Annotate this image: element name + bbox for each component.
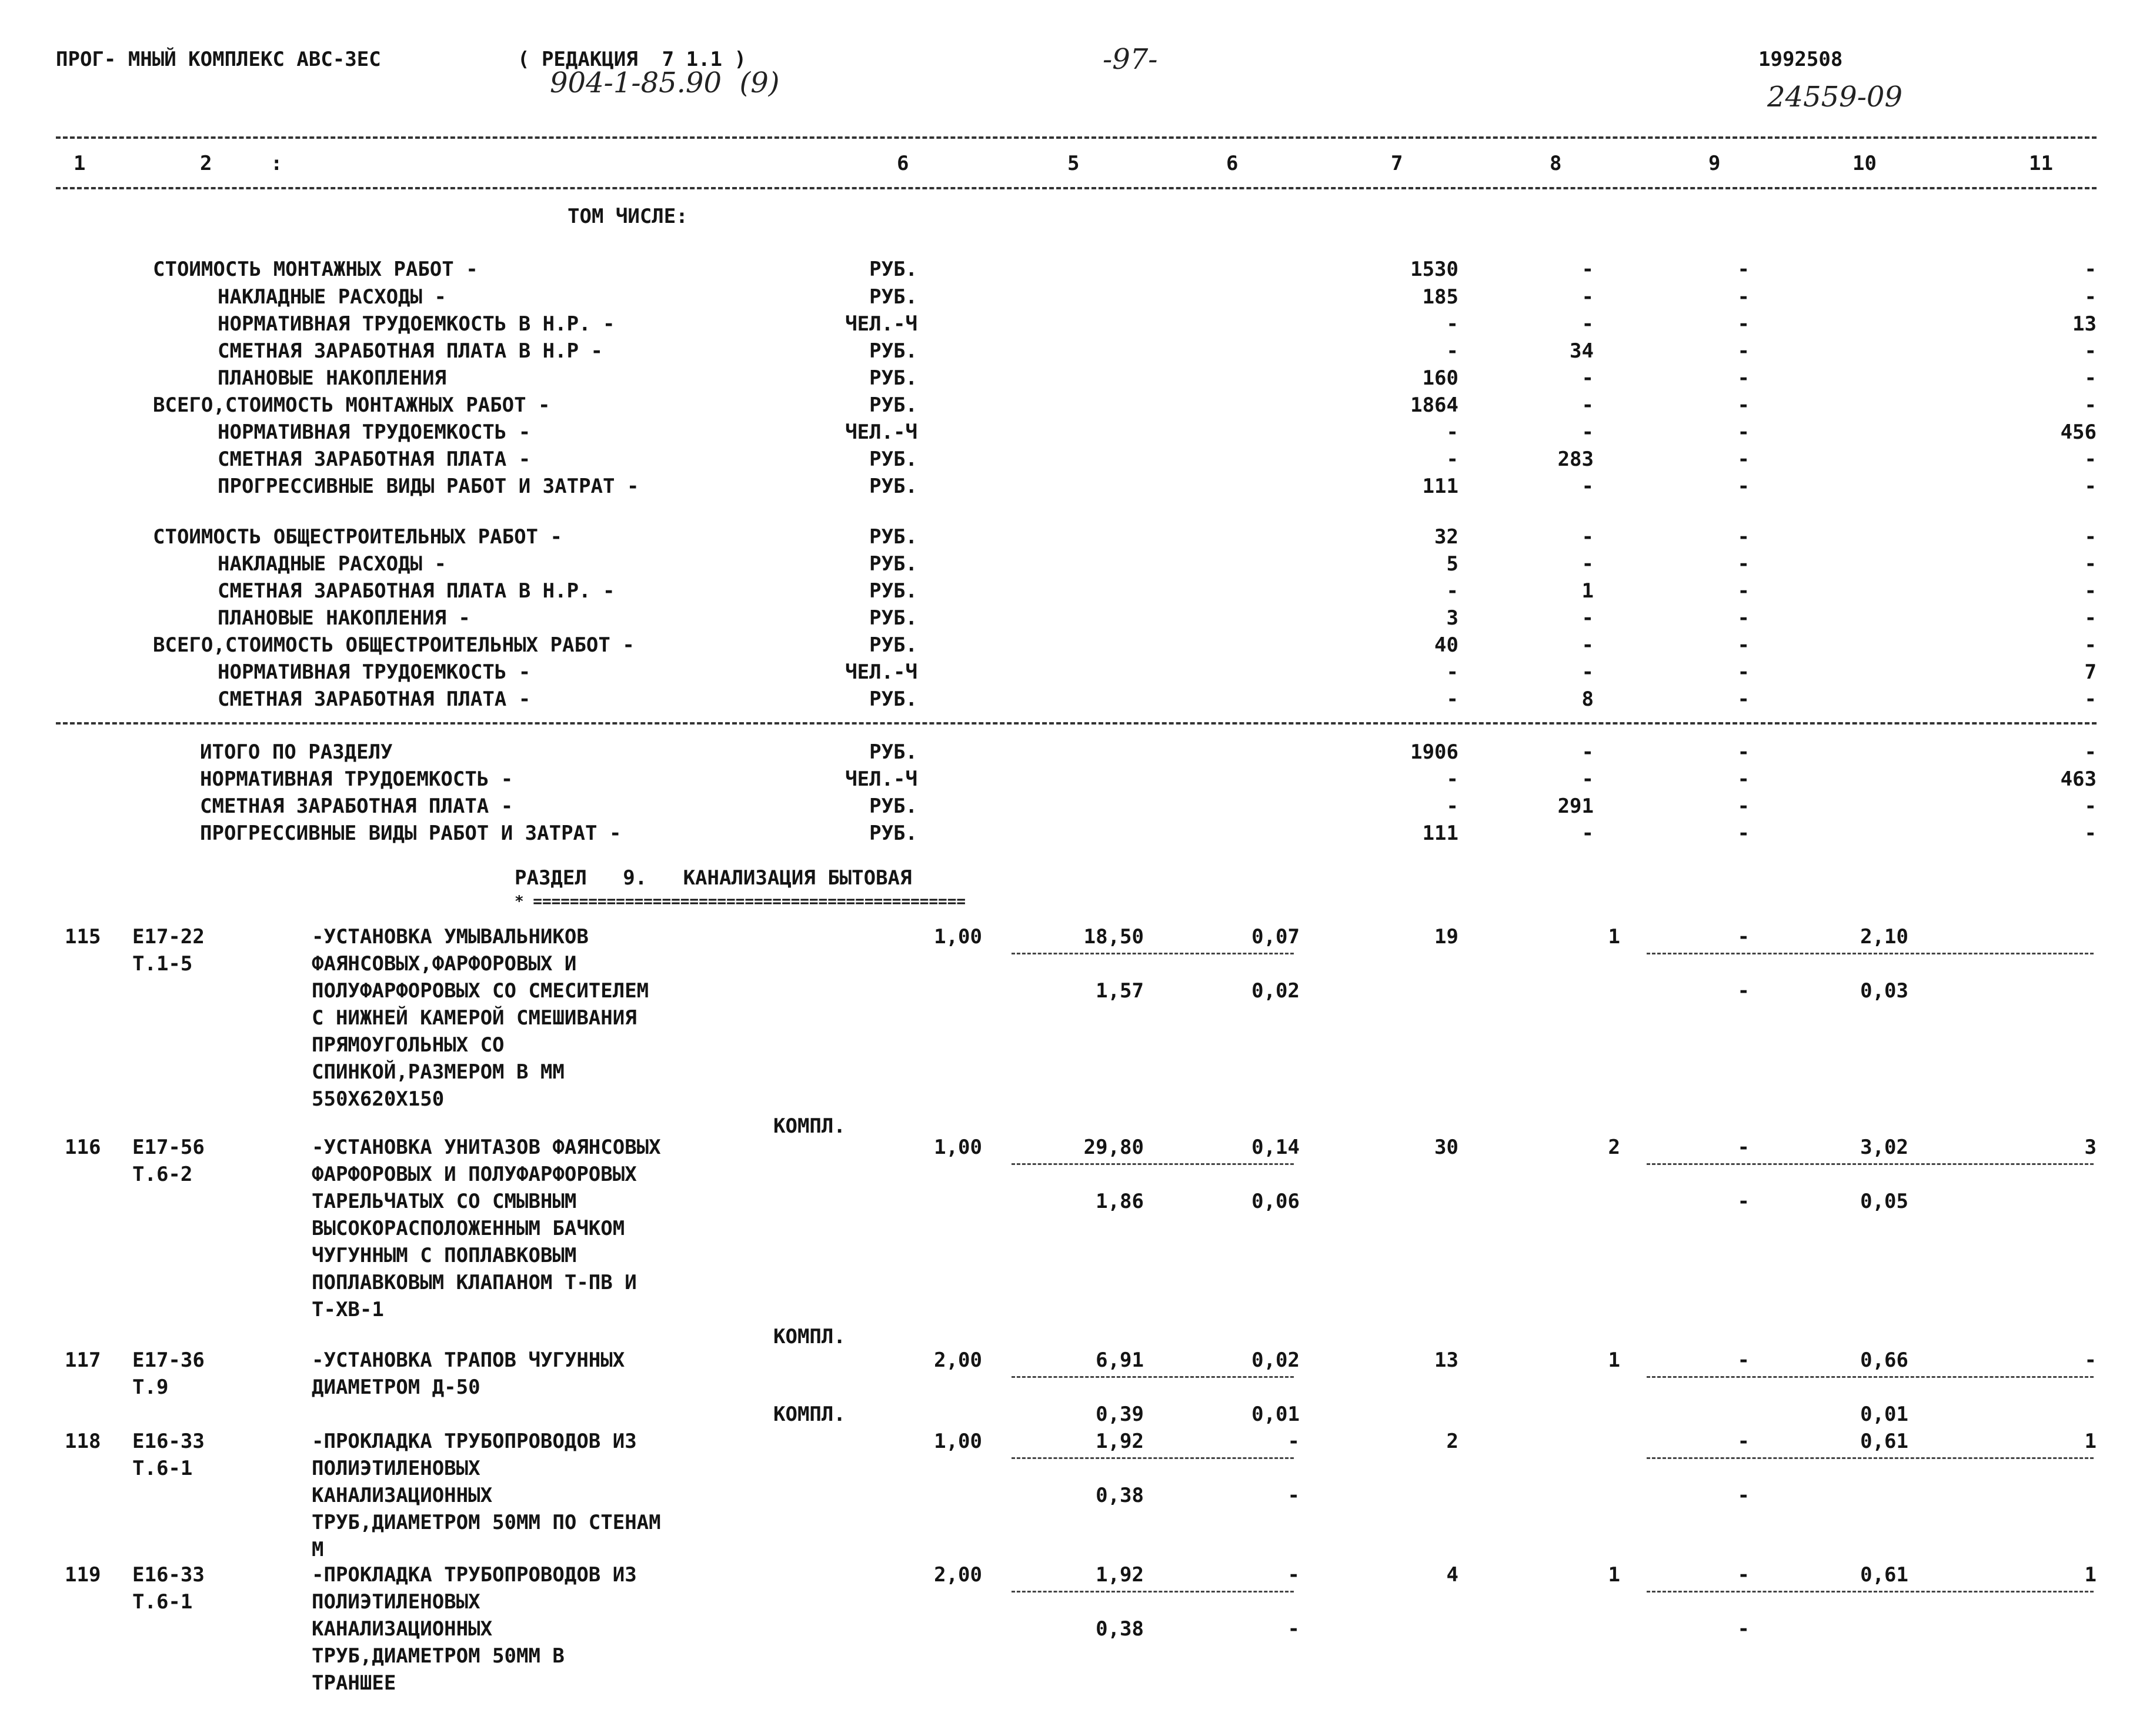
summary-col9: -	[1737, 448, 1750, 471]
section-underline: * ===============================================	[515, 893, 966, 910]
item-desc-line: -УСТАНОВКА УМЫВАЛЬНИКОВ	[312, 925, 589, 949]
item-desc-line: ПОЛУФАРФОРОВЫХ СО СМЕСИТЕЛЕМ	[312, 979, 649, 1003]
item-col7: 2	[1446, 1430, 1458, 1453]
item-col7: 13	[1434, 1348, 1458, 1372]
summary-col7: -	[1446, 579, 1458, 603]
item-code: Е16-33	[132, 1430, 205, 1453]
item-col9: -	[1737, 1563, 1750, 1587]
summary-col7: -	[1446, 448, 1458, 471]
item-desc-line: С НИЖНЕЙ КАМЕРОЙ СМЕШИВАНИЯ	[312, 1006, 637, 1030]
total-col11: -	[2084, 794, 2097, 818]
total-col8: -	[1581, 822, 1594, 845]
item-desc-line: ПОЛИЭТИЛЕНОВЫХ	[312, 1457, 480, 1480]
summary-col8: -	[1581, 420, 1594, 444]
item-right-rule	[1647, 1163, 2094, 1165]
item-desc-line: ТРАНШЕЕ	[312, 1671, 396, 1695]
item-col10: 0,61	[1860, 1430, 1908, 1453]
summary-unit: РУБ.	[869, 448, 917, 471]
summary-col11: 13	[2072, 312, 2097, 336]
item-code: Е17-56	[132, 1136, 205, 1159]
item-col8: 2	[1608, 1136, 1620, 1159]
item-col9-sub: -	[1737, 1484, 1750, 1507]
summary-col9: -	[1737, 525, 1750, 549]
program-name: ПРОГ- МНЫЙ КОМПЛЕКС АВС-ЗЕС	[56, 48, 381, 71]
summary-col8: -	[1581, 312, 1594, 336]
summary-col9: -	[1737, 420, 1750, 444]
summary-col11: -	[2084, 285, 2097, 309]
total-col7: 1906	[1410, 740, 1458, 764]
summary-col11: -	[2084, 366, 2097, 390]
item-col7: 30	[1434, 1136, 1458, 1159]
summary-name: СТОИМОСТЬ ОБЩЕСТРОИТЕЛЬНЫХ РАБОТ -	[153, 525, 562, 549]
summary-name: СМЕТНАЯ ЗАРАБОТНАЯ ПЛАТА -	[218, 448, 531, 471]
item-col8: 1	[1608, 925, 1620, 949]
total-col7: -	[1446, 794, 1458, 818]
summary-col9: -	[1737, 606, 1750, 630]
total-col9: -	[1737, 822, 1750, 845]
total-col11: -	[2084, 740, 2097, 764]
col-4: 6	[897, 152, 909, 175]
item-unit: КОМПЛ.	[773, 1114, 846, 1138]
header-rule-top	[56, 136, 2097, 139]
summary-col8: -	[1581, 258, 1594, 281]
page-number: -97-	[1103, 43, 1158, 76]
item-price-wage-sub: 0,02	[1251, 979, 1300, 1003]
item-qty: 2,00	[934, 1563, 982, 1587]
item-price-total-sub: 1,86	[1096, 1190, 1144, 1213]
item-desc-line: КАНАЛИЗАЦИОННЫХ	[312, 1617, 493, 1641]
item-price-wage: -	[1287, 1430, 1300, 1453]
item-price-total-sub: 1,57	[1096, 979, 1144, 1003]
item-desc-line: СПИНКОЙ,РАЗМЕРОМ В ММ	[312, 1060, 565, 1084]
summary-name: НОРМАТИВНАЯ ТРУДОЕМКОСТЬ -	[218, 420, 531, 444]
total-col8: 291	[1557, 794, 1594, 818]
item-number: 115	[65, 925, 101, 949]
item-code: Е17-36	[132, 1348, 205, 1372]
item-col11: -	[2084, 1348, 2097, 1372]
summary-name: ВСЕГО,СТОИМОСТЬ ОБЩЕСТРОИТЕЛЬНЫХ РАБОТ -	[153, 633, 635, 657]
summary-col11: 7	[2084, 660, 2097, 684]
summary-col11: -	[2084, 552, 2097, 576]
item-col11: 1	[2084, 1563, 2097, 1587]
item-price-rule	[1012, 953, 1294, 954]
col-6: 6	[1226, 152, 1239, 175]
header-rule-bottom	[56, 187, 2097, 189]
col-5: 5	[1067, 152, 1080, 175]
col-2: 2	[200, 152, 212, 175]
summary-col7: 32	[1434, 525, 1458, 549]
item-desc-line: М	[312, 1538, 324, 1561]
item-price-wage-sub: -	[1287, 1617, 1300, 1641]
item-price-wage-sub: 0,01	[1251, 1403, 1300, 1426]
item-col9-sub: -	[1737, 1190, 1750, 1213]
total-col9: -	[1737, 767, 1750, 791]
summary-col11: -	[2084, 258, 2097, 281]
item-desc-line: Т-ХВ-1	[312, 1298, 384, 1321]
summary-unit: РУБ.	[869, 339, 917, 363]
item-code-sub: Т.9	[132, 1376, 169, 1399]
item-number: 118	[65, 1430, 101, 1453]
summary-col11: -	[2084, 339, 2097, 363]
item-price-total: 29,80	[1083, 1136, 1144, 1159]
item-col10: 0,61	[1860, 1563, 1908, 1587]
summary-col8: -	[1581, 660, 1594, 684]
item-desc-line: КАНАЛИЗАЦИОННЫХ	[312, 1484, 493, 1507]
item-col7: 4	[1446, 1563, 1458, 1587]
item-code-sub: Т.6-1	[132, 1457, 193, 1480]
item-number: 119	[65, 1563, 101, 1587]
archive-number: 24559-09	[1767, 81, 1902, 113]
item-desc-line: ТАРЕЛЬЧАТЫХ СО СМЫВНЫМ	[312, 1190, 577, 1213]
summary-col9: -	[1737, 285, 1750, 309]
summary-col8: -	[1581, 366, 1594, 390]
summary-name: ВСЕГО,СТОИМОСТЬ МОНТАЖНЫХ РАБОТ -	[153, 393, 550, 417]
item-price-rule	[1012, 1457, 1294, 1459]
summary-col7: 3	[1446, 606, 1458, 630]
item-price-rule	[1012, 1163, 1294, 1165]
item-col10-sub: 0,03	[1860, 979, 1908, 1003]
item-col8: 1	[1608, 1563, 1620, 1587]
total-col7: 111	[1422, 822, 1458, 845]
section-title: РАЗДЕЛ 9. КАНАЛИЗАЦИЯ БЫТОВАЯ	[515, 866, 912, 890]
total-name: НОРМАТИВНАЯ ТРУДОЕМКОСТЬ -	[200, 767, 513, 791]
summary-col7: 5	[1446, 552, 1458, 576]
item-price-wage-sub: 0,06	[1251, 1190, 1300, 1213]
item-right-rule	[1647, 1591, 2094, 1593]
summary-col7: -	[1446, 312, 1458, 336]
total-name: ПРОГРЕССИВНЫЕ ВИДЫ РАБОТ И ЗАТРАТ -	[200, 822, 622, 845]
summary-unit: РУБ.	[869, 366, 917, 390]
summary-col9: -	[1737, 633, 1750, 657]
item-qty: 1,00	[934, 1430, 982, 1453]
item-unit: КОМПЛ.	[773, 1325, 846, 1348]
item-right-rule	[1647, 953, 2094, 954]
item-desc-line: ФАРФОРОВЫХ И ПОЛУФАРФОРОВЫХ	[312, 1163, 637, 1186]
summary-col8: 283	[1557, 448, 1594, 471]
edition-label: ( РЕДАКЦИЯ 7 1.1 )	[518, 48, 746, 71]
summary-col11: -	[2084, 579, 2097, 603]
summary-name: ПЛАНОВЫЕ НАКОПЛЕНИЯ	[218, 366, 446, 390]
summary-divider	[56, 722, 2097, 725]
summary-col9: -	[1737, 258, 1750, 281]
summary-col9: -	[1737, 579, 1750, 603]
item-unit: КОМПЛ.	[773, 1403, 846, 1426]
item-col10: 0,66	[1860, 1348, 1908, 1372]
summary-name: СМЕТНАЯ ЗАРАБОТНАЯ ПЛАТА В Н.Р -	[218, 339, 603, 363]
summary-col11: -	[2084, 475, 2097, 498]
total-col11: 463	[2060, 767, 2097, 791]
item-col10: 3,02	[1860, 1136, 1908, 1159]
summary-col7: -	[1446, 660, 1458, 684]
summary-col8: 34	[1570, 339, 1594, 363]
summary-unit: РУБ.	[869, 285, 917, 309]
summary-col9: -	[1737, 552, 1750, 576]
item-desc-line: ПРЯМОУГОЛЬНЫХ СО	[312, 1033, 505, 1057]
subtitle: ТОМ ЧИСЛЕ:	[568, 205, 688, 228]
col-9: 9	[1708, 152, 1721, 175]
summary-col11: 456	[2060, 420, 2097, 444]
summary-col8: -	[1581, 525, 1594, 549]
summary-unit: РУБ.	[869, 393, 917, 417]
summary-unit: ЧЕЛ.-Ч	[845, 312, 917, 336]
item-price-rule	[1012, 1591, 1294, 1593]
item-desc-line: -УСТАНОВКА УНИТАЗОВ ФАЯНСОВЫХ	[312, 1136, 661, 1159]
total-col8: -	[1581, 740, 1594, 764]
item-price-total: 1,92	[1096, 1430, 1144, 1453]
summary-name: НОРМАТИВНАЯ ТРУДОЕМКОСТЬ -	[218, 660, 531, 684]
summary-col9: -	[1737, 393, 1750, 417]
item-qty: 1,00	[934, 1136, 982, 1159]
total-col8: -	[1581, 767, 1594, 791]
summary-col11: -	[2084, 525, 2097, 549]
summary-col8: 8	[1581, 687, 1594, 711]
summary-col11: -	[2084, 633, 2097, 657]
summary-unit: РУБ.	[869, 475, 917, 498]
total-unit: РУБ.	[869, 822, 917, 845]
total-unit: РУБ.	[869, 740, 917, 764]
item-price-total: 6,91	[1096, 1348, 1144, 1372]
total-name: СМЕТНАЯ ЗАРАБОТНАЯ ПЛАТА -	[200, 794, 513, 818]
item-col9-sub: -	[1737, 979, 1750, 1003]
summary-unit: РУБ.	[869, 633, 917, 657]
item-price-wage: -	[1287, 1563, 1300, 1587]
summary-col7: 111	[1422, 475, 1458, 498]
summary-name: ПРОГРЕССИВНЫЕ ВИДЫ РАБОТ И ЗАТРАТ -	[218, 475, 639, 498]
summary-name: СТОИМОСТЬ МОНТАЖНЫХ РАБОТ -	[153, 258, 478, 281]
col-1: 1	[74, 152, 86, 175]
item-price-wage-sub: -	[1287, 1484, 1300, 1507]
item-number: 117	[65, 1348, 101, 1372]
summary-unit: РУБ.	[869, 579, 917, 603]
item-col9: -	[1737, 1430, 1750, 1453]
item-price-wage: 0,14	[1251, 1136, 1300, 1159]
item-code: Е16-33	[132, 1563, 205, 1587]
item-desc-line: ЧУГУННЫМ С ПОПЛАВКОВЫМ	[312, 1244, 577, 1267]
summary-name: НАКЛАДНЫЕ РАСХОДЫ -	[218, 285, 446, 309]
summary-unit: РУБ.	[869, 606, 917, 630]
summary-col7: -	[1446, 687, 1458, 711]
item-desc-line: ДИАМЕТРОМ Д-50	[312, 1376, 480, 1399]
project-code: 904-1-85.90 (9)	[550, 66, 780, 99]
summary-col7: 40	[1434, 633, 1458, 657]
summary-col9: -	[1737, 339, 1750, 363]
summary-col8: -	[1581, 606, 1594, 630]
item-col10: 2,10	[1860, 925, 1908, 949]
summary-col9: -	[1737, 475, 1750, 498]
item-col9: -	[1737, 925, 1750, 949]
item-col8: 1	[1608, 1348, 1620, 1372]
summary-col11: -	[2084, 393, 2097, 417]
item-desc-line: 550Х620Х150	[312, 1087, 445, 1111]
item-price-total: 18,50	[1083, 925, 1144, 949]
summary-col8: 1	[1581, 579, 1594, 603]
col-8: 8	[1550, 152, 1562, 175]
col-7: 7	[1391, 152, 1403, 175]
item-code-sub: Т.6-2	[132, 1163, 193, 1186]
item-col10-sub: 0,01	[1860, 1403, 1908, 1426]
summary-name: СМЕТНАЯ ЗАРАБОТНАЯ ПЛАТА -	[218, 687, 531, 711]
item-code-sub: Т.6-1	[132, 1590, 193, 1614]
item-desc-line: -УСТАНОВКА ТРАПОВ ЧУГУННЫХ	[312, 1348, 625, 1372]
item-desc-line: ФАЯНСОВЫХ,ФАРФОРОВЫХ И	[312, 952, 577, 976]
summary-name: СМЕТНАЯ ЗАРАБОТНАЯ ПЛАТА В Н.Р. -	[218, 579, 615, 603]
summary-col7: 1530	[1410, 258, 1458, 281]
total-col9: -	[1737, 794, 1750, 818]
summary-col9: -	[1737, 687, 1750, 711]
item-col9: -	[1737, 1348, 1750, 1372]
summary-col8: -	[1581, 393, 1594, 417]
summary-col8: -	[1581, 285, 1594, 309]
summary-unit: РУБ.	[869, 525, 917, 549]
summary-col11: -	[2084, 448, 2097, 471]
item-desc-line: -ПРОКЛАДКА ТРУБОПРОВОДОВ ИЗ	[312, 1430, 637, 1453]
item-desc-line: ПОПЛАВКОВЫМ КЛАПАНОМ Т-ПВ И	[312, 1271, 637, 1294]
summary-unit: РУБ.	[869, 258, 917, 281]
summary-col8: -	[1581, 552, 1594, 576]
item-desc-line: ПОЛИЭТИЛЕНОВЫХ	[312, 1590, 480, 1614]
item-desc-line: ВЫСОКОРАСПОЛОЖЕННЫМ БАЧКОМ	[312, 1217, 625, 1240]
summary-col7: -	[1446, 420, 1458, 444]
summary-unit: РУБ.	[869, 552, 917, 576]
col-11: 11	[2029, 152, 2053, 175]
summary-col8: -	[1581, 633, 1594, 657]
summary-col9: -	[1737, 660, 1750, 684]
col-sep: :	[271, 152, 283, 175]
total-name: ИТОГО ПО РАЗДЕЛУ	[200, 740, 393, 764]
item-right-rule	[1647, 1457, 2094, 1459]
item-col11: 1	[2084, 1430, 2097, 1453]
item-right-rule	[1647, 1376, 2094, 1378]
item-col11: 3	[2084, 1136, 2097, 1159]
total-unit: РУБ.	[869, 794, 917, 818]
item-desc-line: ТРУБ,ДИАМЕТРОМ 50ММ В	[312, 1644, 565, 1668]
summary-col7: -	[1446, 339, 1458, 363]
summary-name: ПЛАНОВЫЕ НАКОПЛЕНИЯ -	[218, 606, 470, 630]
item-price-total: 1,92	[1096, 1563, 1144, 1587]
item-price-wage: 0,07	[1251, 925, 1300, 949]
summary-col11: -	[2084, 687, 2097, 711]
item-col9-sub: -	[1737, 1617, 1750, 1641]
item-col10-sub: 0,05	[1860, 1190, 1908, 1213]
summary-unit: РУБ.	[869, 687, 917, 711]
item-col7: 19	[1434, 925, 1458, 949]
item-code-sub: Т.1-5	[132, 952, 193, 976]
summary-col9: -	[1737, 366, 1750, 390]
doc-number: 1992508	[1758, 48, 1843, 71]
summary-col9: -	[1737, 312, 1750, 336]
summary-col7: 1864	[1410, 393, 1458, 417]
item-number: 116	[65, 1136, 101, 1159]
total-col7: -	[1446, 767, 1458, 791]
item-desc-line: ТРУБ,ДИАМЕТРОМ 50ММ ПО СТЕНАМ	[312, 1511, 661, 1534]
summary-name: НАКЛАДНЫЕ РАСХОДЫ -	[218, 552, 446, 576]
item-price-rule	[1012, 1376, 1294, 1378]
item-qty: 2,00	[934, 1348, 982, 1372]
item-price-total-sub: 0,38	[1096, 1617, 1144, 1641]
item-price-total-sub: 0,39	[1096, 1403, 1144, 1426]
summary-unit: ЧЕЛ.-Ч	[845, 660, 917, 684]
summary-unit: ЧЕЛ.-Ч	[845, 420, 917, 444]
summary-col8: -	[1581, 475, 1594, 498]
item-qty: 1,00	[934, 925, 982, 949]
item-desc-line: -ПРОКЛАДКА ТРУБОПРОВОДОВ ИЗ	[312, 1563, 637, 1587]
item-col9: -	[1737, 1136, 1750, 1159]
summary-col7: 185	[1422, 285, 1458, 309]
summary-col11: -	[2084, 606, 2097, 630]
item-price-wage: 0,02	[1251, 1348, 1300, 1372]
total-col11: -	[2084, 822, 2097, 845]
item-code: Е17-22	[132, 925, 205, 949]
total-col9: -	[1737, 740, 1750, 764]
summary-name: НОРМАТИВНАЯ ТРУДОЕМКОСТЬ В Н.Р. -	[218, 312, 615, 336]
item-price-total-sub: 0,38	[1096, 1484, 1144, 1507]
col-10: 10	[1852, 152, 1877, 175]
total-unit: ЧЕЛ.-Ч	[845, 767, 917, 791]
summary-col7: 160	[1422, 366, 1458, 390]
